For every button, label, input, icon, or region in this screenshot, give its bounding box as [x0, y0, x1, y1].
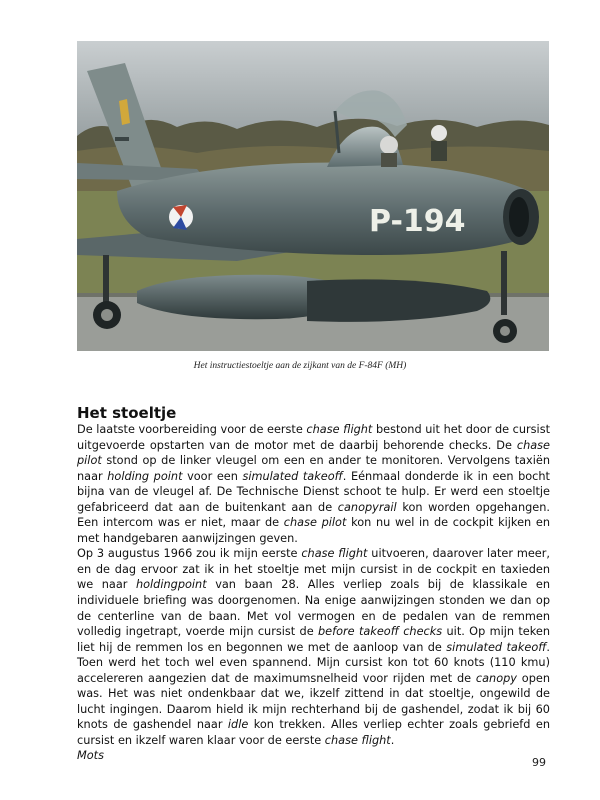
italic-term: holding point	[107, 469, 183, 483]
text-run: kon trekken. Alles verliep echter zoals gebriefd en cursist en ikzelf waren klaar voor de eerste	[77, 718, 550, 747]
paragraph	[77, 748, 550, 764]
italic-term: chase flight	[306, 423, 373, 436]
text-run: voor een	[182, 469, 243, 483]
italic-term: canopyrail	[337, 500, 397, 514]
italic-term: chase pilot	[77, 438, 550, 468]
section-heading: Het stoeltje	[77, 404, 177, 422]
article-body	[77, 422, 550, 764]
paragraph	[77, 422, 550, 546]
text-run: . Eénmaal donderde ik in een bocht bijna van de vleugel af. De Technische Dienst schoot te hulp. Er werd een stoeltje gefabriceerd dat aan de buitenkant aan de	[77, 469, 550, 514]
italic-term: chase pilot	[283, 516, 347, 530]
aircraft-marking: P-194	[369, 204, 466, 239]
text-run: stond op de linker vleugel om een en ander te monitoren. Vervolgens taxiën naar	[77, 454, 550, 483]
text-run: kon worden opgehangen. Een intercom was er niet, maar de	[77, 500, 550, 530]
paragraph	[77, 546, 550, 748]
page-number: 99	[532, 756, 546, 769]
text-run: uit. Op mijn teken liet hij de remmen los en begonnen we met de aanloop van de	[77, 625, 550, 654]
italic-term: chase flight	[301, 547, 368, 561]
text-run: uitvoeren, daarover later meer, en de dag ervoor zat ik in het stoeltje met mijn cursist in de cockpit en taxieden we naar	[77, 547, 550, 592]
text-run: Op 3 augustus 1966 zou ik mijn eerste	[77, 547, 302, 561]
text-run: .	[390, 733, 395, 747]
text-run: open was. Het was niet ondenkbaar dat we, ikzelf zittend in dat stoeltje, ongewild de lucht ingingen. Daarom hield ik mijn rechterhand bij de gashendel, zodat ik bij 60 knots de gashendel naar	[77, 671, 550, 732]
italic-term: chase flight	[324, 733, 391, 747]
text-run: bestond uit het door de cursist uitgevoerde opstarten van de motor met de daarbij behorende checks. De	[77, 423, 551, 452]
italic-term: simulated takeoff	[446, 640, 547, 654]
italic-term: simulated takeoff	[242, 469, 343, 483]
aircraft-photo	[77, 41, 549, 351]
italic-term: before takeoff checks	[318, 625, 443, 639]
text-run: van baan 28. Alles verliep zoals bij de klassikale en individuele briefing was doorgenomen. Na enige aanwijzingen stonden we dan op de centerline van de baan. Met vol vermogen en de pedalen van de remmen volledig ingetrapt, voerde mijn cursist de	[77, 578, 550, 639]
text-run: . Toen werd het toch wel even spannend. Mijn cursist kon tot 60 knots (110 kmu) accelereren aangezien dat de maximumsnelheid voor rijden met de	[77, 640, 550, 685]
italic-term: Mots	[77, 749, 104, 763]
text-run: De laatste voorbereiding voor de eerste	[77, 423, 307, 436]
italic-term: canopy	[475, 671, 517, 685]
text-run: kon nu wel in de cockpit kijken en met handgebaren aanwijzingen geven.	[77, 516, 550, 545]
photo-caption: Het instructiestoeltje aan de zijkant van de F-84F (MH)	[193, 361, 407, 371]
italic-term: holdingpoint	[135, 578, 207, 592]
italic-term: idle	[227, 718, 249, 732]
